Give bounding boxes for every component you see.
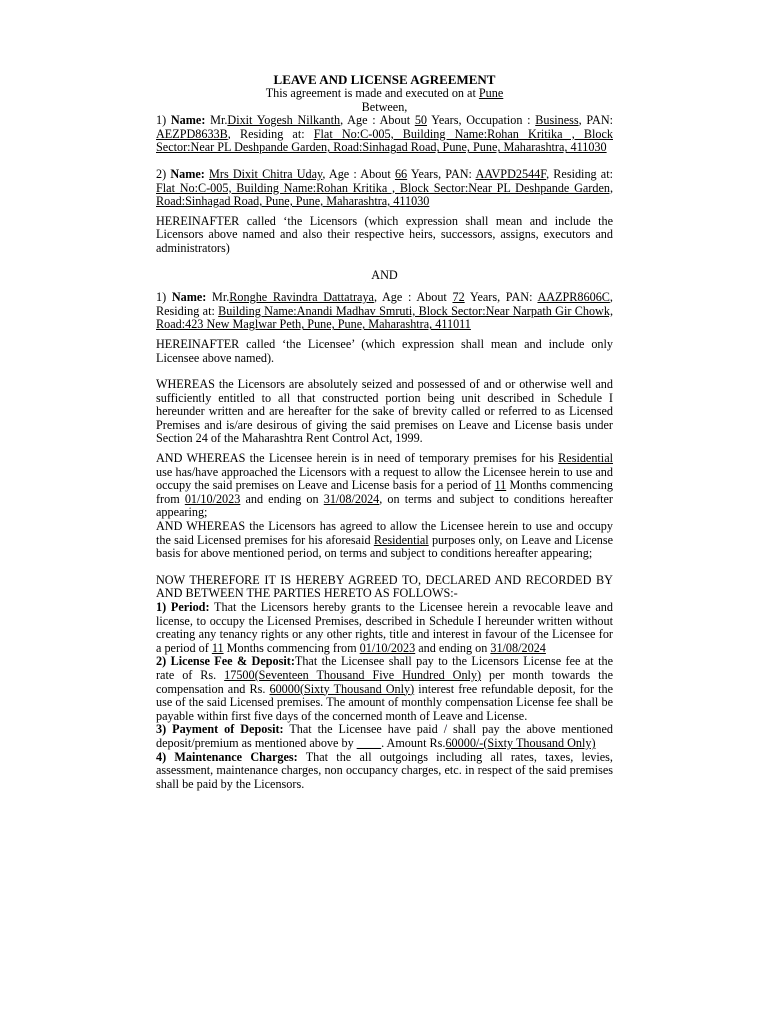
whereas-2-text-1: AND WHEREAS the Licensee herein is in need of temporary premises for his	[156, 451, 559, 466]
licensee-number: 1)	[156, 290, 172, 305]
licensor-1-details	[156, 114, 613, 155]
licensor-1-address: Flat No:C-005, Building Name:Rohan Kritika , Block Sector:Near PL Deshpande Garden, Road:Sinhagad Road, Pune, Pune, Maharashtra, 411030	[156, 126, 613, 155]
clause-3-amount: 60000/-(Sixty Thousand Only)	[445, 735, 596, 750]
whereas-2-text-2: use has/have approached the Licensors with a request to allow the Licensee herein to use and occupy the said premises on Leave and License basis for a period of	[156, 464, 613, 493]
licensee-pan: AAZPR8606C	[537, 290, 610, 305]
document-title: LEAVE AND LICENSE AGREEMENT	[273, 72, 496, 87]
licensor-1-age: 50	[414, 113, 428, 128]
whereas-3-text-2: purposes only, on Leave and License basis for above mentioned period, on terms and subject to conditions hereafter appearing;	[156, 532, 613, 561]
clause-1-heading: 1) Period:	[156, 600, 210, 614]
clause-2-heading: 2) License Fee & Deposit:	[156, 654, 295, 669]
whereas-2-use: Residential	[558, 451, 613, 466]
clause-4-heading: 4) Maintenance Charges:	[156, 749, 298, 764]
licensor-2-age-suffix: Years, PAN:	[407, 166, 476, 181]
whereas-2-months: 11	[494, 478, 507, 493]
intro-text: This agreement is made and executed on at	[265, 86, 479, 100]
whereas-2-start-date: 01/10/2023	[184, 491, 241, 506]
whereas-paragraph-2	[156, 452, 613, 520]
clause-2-deposit: 60000(Sixty Thousand Only)	[269, 681, 415, 696]
clause-3-heading: 3) Payment of Deposit:	[156, 722, 284, 737]
licensor-2-name: Mrs Dixit Chitra Uday	[209, 166, 323, 181]
licensor-2-age: 66	[394, 166, 408, 181]
clause-2-text-1: That the Licensee shall pay to the Licensors License fee at the rate of Rs.	[156, 654, 613, 682]
licensee-age-suffix: Years, PAN:	[464, 290, 538, 305]
intro-line	[156, 87, 613, 101]
between-line: Between,	[361, 99, 408, 114]
licensor-1-name-label: Name:	[170, 113, 206, 128]
agreement-page	[156, 72, 613, 791]
whereas-paragraph-1: WHEREAS the Licensors are absolutely seized and possessed of and or otherwise well and sufficiently entitled to all that constructed portion being unit described in Schedule I hereunder written and are hereafter for the sake of brevity called or referred to as Licensed Premises and is/are desirous of giving the said premises on Leave and License basis under Section 24 of the Maharashtra Rent Control Act, 1999.	[156, 377, 613, 446]
clause-3-text-2: . Amount Rs.	[381, 735, 446, 750]
clause-1-period	[156, 601, 613, 655]
clause-1-months: 11	[211, 640, 224, 655]
clause-1-text-3: and ending on	[415, 640, 491, 655]
clause-4-text-1: That the all outgoings including all rates, taxes, levies, assessment, maintenance charges, non occupancy charges, etc. in respect of the said premises shall be paid by the Licensors.	[156, 749, 613, 791]
clause-2-text-3: interest free refundable deposit, for the use of the said Licensed premises. The amount of monthly compensation License fee shall be payable within first five days of the concerned month of Leave and License.	[156, 681, 613, 723]
licensor-2-age-prefix: , Age : About	[322, 166, 395, 181]
intro-place: Pune	[478, 86, 504, 100]
licensor-2-details	[156, 168, 613, 209]
whereas-2-text-5: , on terms and subject to conditions hereafter appearing;	[156, 491, 613, 520]
licensor-2-name-label: Name:	[170, 166, 205, 181]
clause-3-text-1: That the Licensee have paid / shall pay the above mentioned deposit/premium as mentioned above by	[156, 722, 613, 750]
clause-2-fee: 17500(Seventeen Thousand Five Hundred Only)	[224, 667, 482, 682]
licensee-title: Mr.	[206, 290, 230, 305]
licensee-age-prefix: , Age : About	[373, 290, 453, 305]
clause-3-blank: ____	[356, 735, 382, 750]
licensee-address: Building Name:Anandi Madhav Smruti, Block Sector:Near Narpath Gir Chowk, Road:423 New Maglwar Peth, Pune, Pune, Maharashtra, 411011	[156, 303, 613, 332]
licensor-1-title: Mr.	[205, 113, 228, 128]
clause-1-end-date: 31/08/2024	[490, 640, 546, 655]
licensee-clause: HEREINAFTER called ‘the Licensee’ (which expression shall mean and include only Licensee above named).	[156, 336, 613, 365]
licensor-2-residing-prefix: , Residing at:	[546, 166, 613, 181]
whereas-2-text-3: Months commencing from	[156, 478, 613, 506]
clause-2-license-fee	[156, 655, 613, 723]
whereas-3-text-1: AND WHEREAS the Licensors has agreed to allow the Licensee herein to use and occupy the said Licensed premises for his aforesaid	[156, 519, 613, 547]
clause-3-payment-of-deposit	[156, 723, 613, 750]
licensor-1-age-suffix: Years, Occupation :	[427, 113, 536, 128]
clause-4-maintenance	[156, 751, 613, 792]
licensee-residing-prefix: , Residing at:	[156, 290, 613, 318]
licensee-name-label: Name:	[171, 290, 207, 305]
licensee-details	[156, 291, 613, 332]
licensee-name: Ronghe Ravindra Dattatraya	[229, 290, 374, 305]
licensee-age: 72	[452, 290, 465, 305]
whereas-2-end-date: 31/08/2024	[323, 491, 380, 506]
clause-1-start-date: 01/10/2023	[359, 640, 416, 655]
now-therefore-paragraph: NOW THEREFORE IT IS HEREBY AGREED TO, DECLARED AND RECORDED BY AND BETWEEN THE PARTIES HERETO AS FOLLOWS:-	[156, 572, 613, 601]
licensor-1-name: Dixit Yogesh Nilkanth	[227, 113, 341, 128]
licensor-1-number: 1)	[156, 113, 171, 128]
and-separator: AND	[371, 267, 398, 282]
licensor-1-pan-prefix: , PAN:	[578, 113, 614, 128]
clause-1-text-1: That the Licensors hereby grants to the Licensee herein a revocable leave and license, to occupy the Licensed Premises, described in Schedule I hereunder written without creating any tenancy rights or any other rights, title and interest in favour of the Licensee for a period of	[156, 600, 613, 655]
whereas-paragraph-3	[156, 520, 613, 561]
licensor-2-pan: AAVPD2544F	[475, 166, 547, 181]
whereas-2-text-4: and ending on	[240, 491, 324, 506]
licensor-1-age-prefix: , Age : About	[340, 113, 415, 128]
licensor-1-pan: AEZPD8633B	[156, 126, 228, 141]
licensors-clause: HEREINAFTER called ‘the Licensors (which expression shall mean and include the Licensors above named and also their respective heirs, successors, assigns, executors and administrators)	[156, 213, 613, 255]
licensor-1-occupation: Business	[535, 113, 579, 128]
licensor-2-address: Flat No:C-005, Building Name:Rohan Kritika , Block Sector:Near PL Deshpande Garden, Road:Sinhagad Road, Pune, Pune, Maharashtra, 411030	[156, 180, 613, 209]
licensor-1-residing-prefix: , Residing at:	[227, 126, 314, 141]
clause-1-text-2: Months commencing from	[223, 640, 360, 655]
licensor-2-number: 2)	[156, 166, 171, 181]
whereas-3-use: Residential	[373, 532, 429, 547]
clause-2-text-2: per month towards the compensation and Rs.	[156, 667, 613, 696]
